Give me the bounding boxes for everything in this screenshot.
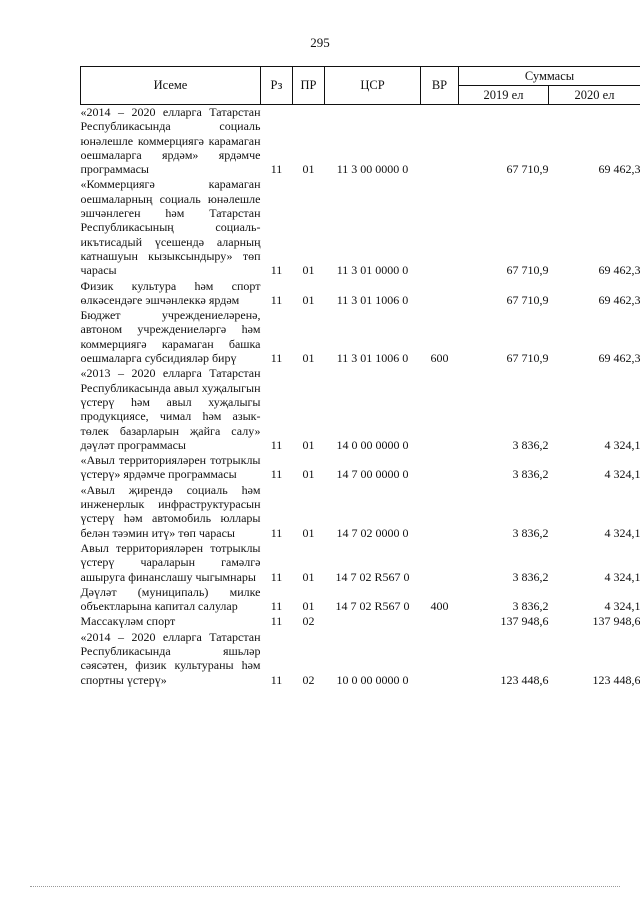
row-name: Бюджет учреждениеләренә, автоном учреждениеләргә һәм коммерциягә карамаган башка оешмаларга субсидияләр бирү [80,308,261,366]
row-pr: 01 [302,599,315,614]
row-name: «Авыл җирендә социаль һәм инженерлык инфраструктурасын үстерү һәм автомобиль юллары белән тәэмин итү» төп чарасы [80,482,261,540]
row-sum-2019: 67 710,9 [506,162,549,177]
row-pr: 01 [302,525,315,540]
row-sum-2019: 3 836,2 [512,525,549,540]
row-rz: 11 [270,614,283,629]
row-vr [421,105,459,178]
row-name: Массакүләм спорт [80,614,176,629]
table-header [81,67,640,105]
row-csr: 14 7 00 0000 0 [336,467,409,482]
row-pr: 01 [302,437,315,452]
row-csr: 11 3 01 0000 0 [336,263,409,278]
row-csr: 14 0 00 0000 0 [336,437,409,452]
header-year-2020: 2020 ел [549,86,640,105]
row-pr: 01 [302,292,315,307]
row-name: «2014 – 2020 елларга Татарстан Республикасында социаль юнәлешле коммерциягә карамаган оешмаларга ярдәм» ярдәмче программасы [80,105,261,177]
table-row [81,630,640,688]
row-csr: 14 7 02 R567 0 [335,569,410,584]
table-body [81,105,640,688]
header-rz: Рз [261,67,293,105]
table-row [81,614,640,629]
row-sum-2019: 123 448,6 [500,672,549,687]
row-rz: 11 [270,162,283,177]
header-sums: Суммасы [459,67,640,86]
row-sum-2019: 3 836,2 [512,599,549,614]
row-csr [325,614,421,629]
header-year-2019: 2019 ел [459,86,549,105]
row-vr [421,541,459,585]
row-rz: 11 [270,599,283,614]
row-name: Физик культура һәм спорт өлкәсендәге эшчәнлеккә ярдәм [80,278,261,307]
row-sum-2020: 69 462,3 [598,292,640,307]
row-sum-2020: 4 324,1 [604,437,640,452]
table-row [81,177,640,278]
scan-artifact-line [30,886,620,887]
row-vr [421,453,459,483]
table-row [81,308,640,366]
row-rz: 11 [270,569,283,584]
row-pr: 02 [302,614,315,629]
row-rz: 11 [270,672,283,687]
row-sum-2020: 123 448,6 [592,672,640,687]
row-sum-2020: 137 948,6 [592,614,640,629]
row-name: «2013 – 2020 елларга Татарстан Республикасында авыл хуҗалыгын үстерү һәм авыл хуҗалыгы продукциясе, чимал һәм азык-төлек базарларын җайга салу» дәүләт программасы [80,366,261,452]
header-name: Исеме [81,67,261,105]
row-rz: 11 [270,467,283,482]
row-sum-2020: 69 462,3 [598,351,640,366]
table-row [81,541,640,585]
row-sum-2020: 4 324,1 [604,599,640,614]
row-csr: 14 7 02 0000 0 [336,525,409,540]
row-sum-2019: 67 710,9 [506,263,549,278]
row-sum-2019: 3 836,2 [512,569,549,584]
row-csr: 14 7 02 R567 0 [335,599,410,614]
page-number: 295 [310,35,330,50]
row-vr [421,483,459,541]
row-vr [421,614,459,629]
row-csr: 11 3 00 0000 0 [336,162,409,177]
row-vr [421,279,459,309]
table-row [81,366,640,453]
row-name: «Авыл территорияләрен тотрыклы үстерү» ярдәмче программасы [80,453,261,482]
budget-table [80,66,640,688]
row-csr: 11 3 01 1006 0 [336,292,409,307]
row-vr: 400 [430,599,449,614]
row-csr: 11 3 01 1006 0 [336,351,409,366]
table-row [81,105,640,178]
row-pr: 02 [302,672,315,687]
table-row [81,453,640,483]
row-pr: 01 [302,467,315,482]
table-row [81,483,640,541]
row-sum-2020: 69 462,3 [598,162,640,177]
row-sum-2020: 4 324,1 [604,525,640,540]
row-name: Авыл территорияләрен тотрыклы үстерү чараларын гамәлгә ашыруга финанслашу чыгымнары [80,540,261,584]
row-vr: 600 [430,351,449,366]
row-vr [421,366,459,453]
header-vr: ВР [421,67,459,105]
row-rz: 11 [270,437,283,452]
row-rz: 11 [270,292,283,307]
table-row [81,279,640,309]
header-csr: ЦСР [325,67,421,105]
row-vr [421,177,459,278]
row-sum-2019: 137 948,6 [500,614,549,629]
row-name: «2014 – 2020 елларга Татарстан Республикасында яшьләр сәясәтен, физик культураны һәм спортны үстерү» [80,629,261,687]
row-name: «Коммерциягә карамаган оешмаларның социаль юнәлешле эшчәнлеген һәм Татарстан Республикасының социаль-икътисадый үсешендә аларның катнашуын кызыксындыру» төп чарасы [80,177,261,278]
row-pr: 01 [302,162,315,177]
row-sum-2019: 3 836,2 [512,437,549,452]
row-rz: 11 [270,351,283,366]
row-sum-2020: 4 324,1 [604,467,640,482]
row-sum-2020: 69 462,3 [598,263,640,278]
row-sum-2020: 4 324,1 [604,569,640,584]
row-sum-2019: 67 710,9 [506,351,549,366]
row-name: Дәүләт (муниципаль) милке объектларына капитал салулар [80,584,261,614]
header-pr: ПР [293,67,325,105]
row-pr: 01 [302,263,315,278]
row-vr [421,630,459,688]
row-pr: 01 [302,569,315,584]
row-pr: 01 [302,351,315,366]
row-sum-2019: 3 836,2 [512,467,549,482]
row-rz: 11 [270,525,283,540]
row-rz: 11 [270,263,283,278]
row-csr: 10 0 00 0000 0 [336,672,409,687]
row-sum-2019: 67 710,9 [506,292,549,307]
table-row [81,585,640,615]
